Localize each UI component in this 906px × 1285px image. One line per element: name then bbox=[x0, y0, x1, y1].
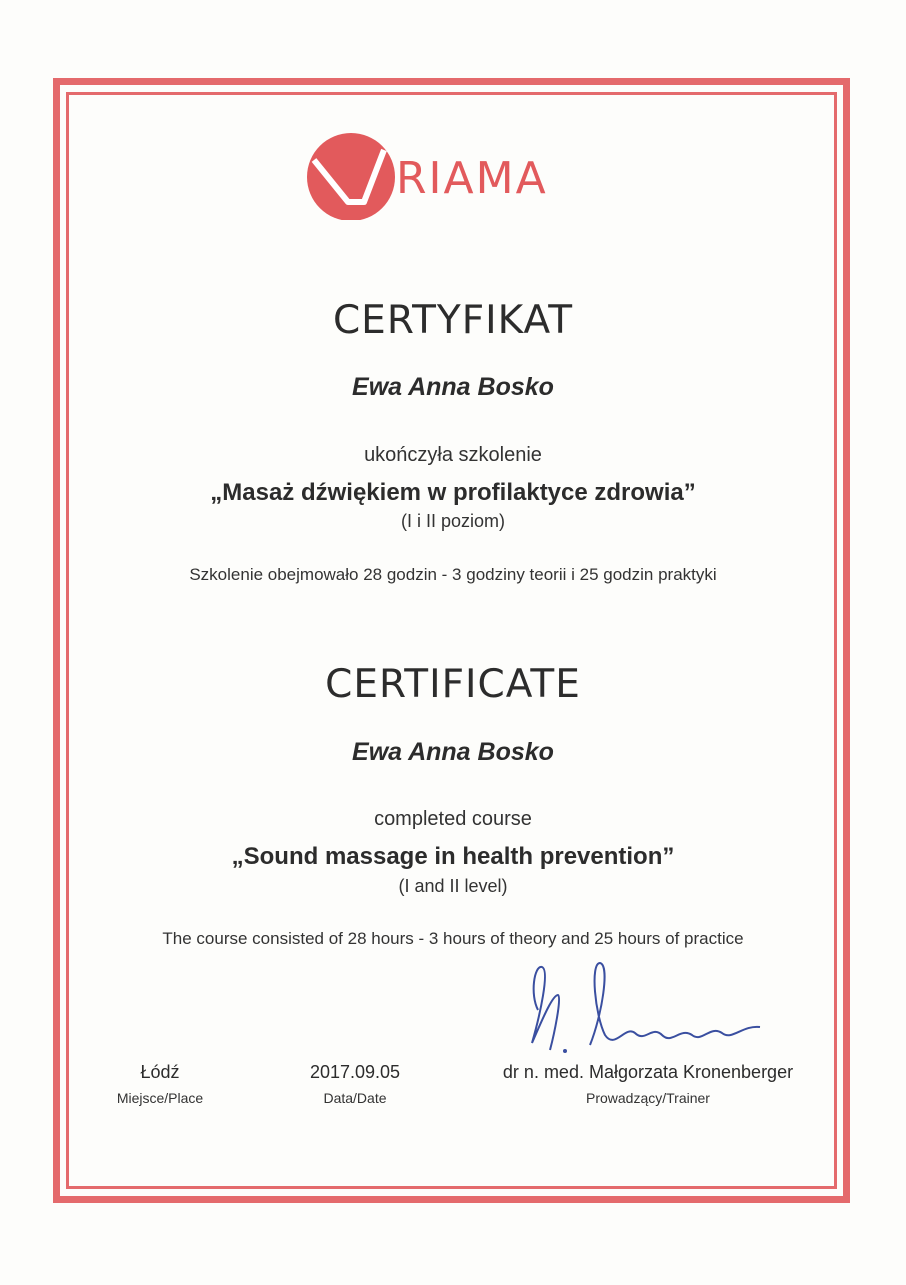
completed-text-english: completed course bbox=[374, 808, 532, 830]
trainer-value: dr n. med. Małgorzata Kronenberger bbox=[502, 1062, 794, 1082]
course-level-english: (I and II level) bbox=[398, 876, 508, 896]
date-block bbox=[290, 1062, 420, 1106]
trainer-block bbox=[490, 1062, 806, 1106]
place-block bbox=[100, 1062, 220, 1106]
course-hours-english: The course consisted of 28 hours - 3 hours of theory and 25 hours of practice bbox=[162, 929, 744, 948]
trainer-label: Prowadzący/Trainer bbox=[586, 1090, 710, 1106]
course-level-polish: (I i II poziom) bbox=[400, 511, 506, 531]
logo-text: IRIAMA bbox=[381, 153, 548, 204]
trainer-signature bbox=[510, 955, 780, 1075]
course-title-english: „Sound massage in health prevention” bbox=[231, 843, 675, 870]
place-value: Łódź bbox=[140, 1062, 180, 1082]
viriama-logo bbox=[306, 130, 606, 220]
title-english: CERTIFICATE bbox=[325, 662, 581, 707]
recipient-name-polish: Ewa Anna Bosko bbox=[352, 373, 554, 401]
course-hours-polish: Szkolenie obejmowało 28 godzin - 3 godziny teorii i 25 godzin praktyki bbox=[189, 565, 717, 584]
title-polish: CERTYFIKAT bbox=[332, 298, 574, 343]
course-title-polish: „Masaż dźwiękiem w profilaktyce zdrowia” bbox=[210, 479, 696, 506]
date-value: 2017.09.05 bbox=[309, 1062, 401, 1082]
date-label: Data/Date bbox=[323, 1090, 387, 1106]
place-label: Miejsce/Place bbox=[116, 1090, 204, 1106]
recipient-name-english: Ewa Anna Bosko bbox=[352, 738, 554, 766]
completed-text-polish: ukończyła szkolenie bbox=[364, 444, 542, 466]
